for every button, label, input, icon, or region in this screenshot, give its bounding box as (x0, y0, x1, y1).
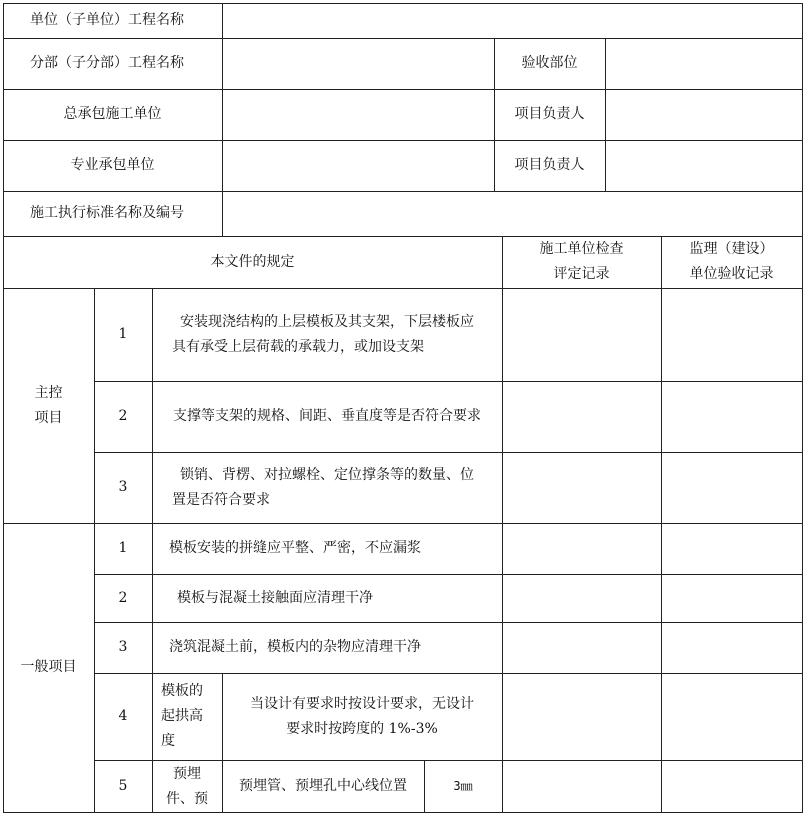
general-row-2-supervision-cell[interactable] (661, 574, 802, 622)
standard-label (3, 191, 222, 236)
general-row-4-label-line-2: 起拱高 (161, 708, 203, 724)
general-row-4-rule (222, 673, 502, 760)
accept-part-value[interactable] (605, 38, 802, 89)
project-leader-label-2-text: 项目负责人 (514, 157, 585, 173)
general-row-5-label (152, 760, 222, 812)
general-row-5-value (424, 760, 502, 812)
main-row-1-rule-line-1: 安装现浇结构的上层模板及其支架，下层楼板应 (180, 313, 474, 330)
general-row-2-number (94, 574, 152, 622)
general-row-3-rule (152, 622, 502, 673)
general-row-3-number (94, 622, 152, 673)
general-row-4-number (94, 673, 152, 760)
standard-label-text: 施工执行标准名称及编号 (30, 205, 184, 221)
general-row-2-rule (152, 574, 502, 622)
general-row-1-supervision-cell[interactable] (661, 523, 802, 574)
general-row-4-label-line-1: 模板的 (161, 683, 203, 699)
general-row-5-supervision-cell[interactable] (661, 760, 802, 812)
main-row-1-rule (152, 288, 502, 381)
general-contractor-label-text: 总承包施工单位 (63, 106, 162, 122)
standard-value[interactable] (222, 191, 802, 236)
unit-name-label-text: 单位（子单位）工程名称 (30, 12, 184, 28)
general-contractor-label (3, 89, 222, 140)
main-row-1-check-cell[interactable] (502, 288, 661, 381)
main-row-1-supervision-cell[interactable] (661, 288, 802, 381)
general-row-3-supervision-cell[interactable] (661, 622, 802, 673)
supervision-column-header (661, 236, 802, 288)
project-leader-value-1[interactable] (605, 89, 802, 140)
general-row-1-rule (152, 523, 502, 574)
general-row-4-label (152, 673, 222, 760)
general-row-4-label-line-3: 度 (161, 733, 175, 749)
project-leader-label-1-text: 项目负责人 (514, 106, 585, 122)
grid-line (3, 812, 803, 813)
main-items-group-line-1: 主控 (34, 384, 63, 401)
main-row-2-check-cell[interactable] (502, 381, 661, 452)
general-row-4-rule-line-1: 当设计有要求时按设计要求，无设计 (250, 695, 474, 712)
special-contractor-label-text: 专业承包单位 (70, 157, 155, 173)
main-row-1-number (94, 288, 152, 381)
general-row-5-rule-text: 预埋管、预埋孔中心线位置 (239, 777, 407, 794)
rules-column-header-text: 本文件的规定 (210, 253, 295, 270)
construction-check-header-line-2: 评定记录 (553, 266, 610, 282)
sub-part-name-label (3, 38, 222, 89)
main-row-2-rule-text: 支撑等支架的规格、间距、垂直度等是否符合要求 (173, 408, 481, 424)
general-items-group-text: 一般项目 (20, 659, 77, 675)
main-row-3-number (94, 452, 152, 523)
grid-line (802, 3, 803, 813)
general-row-5-number (94, 760, 152, 812)
general-row-1-rule-text: 模板安装的拼缝应平整、严密，不应漏浆 (169, 540, 421, 556)
main-row-3-check-cell[interactable] (502, 452, 661, 523)
project-leader-label-2 (494, 140, 605, 191)
main-row-3-supervision-cell[interactable] (661, 452, 802, 523)
general-row-5-check-cell[interactable] (502, 760, 661, 812)
construction-check-column-header (502, 236, 661, 288)
general-row-3-check-cell[interactable] (502, 622, 661, 673)
general-row-4-number-text: 4 (118, 708, 128, 724)
main-row-1-rule-line-2: 具有承受上层荷载的承载力，或加设支架 (172, 338, 424, 355)
main-row-2-number-text: 2 (118, 408, 128, 424)
main-row-3-rule-line-2: 置是否符合要求 (172, 491, 270, 508)
general-row-4-supervision-cell[interactable] (661, 673, 802, 760)
general-row-4-check-cell[interactable] (502, 673, 661, 760)
general-row-2-check-cell[interactable] (502, 574, 661, 622)
project-leader-value-2[interactable] (605, 140, 802, 191)
main-row-2-number (94, 381, 152, 452)
general-row-5-value-text: 3㎜ (453, 778, 473, 793)
general-row-1-check-cell[interactable] (502, 523, 661, 574)
general-row-2-number-text: 2 (118, 589, 128, 606)
general-row-3-rule-text: 浇筑混凝土前，模板内的杂物应清理干净 (169, 639, 421, 655)
accept-part-label-text: 验收部位 (521, 55, 578, 71)
main-row-2-rule (152, 381, 502, 452)
main-row-3-number-text: 3 (118, 479, 128, 495)
general-row-2-rule-text: 模板与混凝土接触面应清理干净 (177, 589, 373, 606)
supervision-header-line-1: 监理（建设） (689, 241, 774, 257)
general-row-1-number-text: 1 (118, 540, 128, 556)
construction-check-header-line-1: 施工单位检查 (539, 241, 624, 257)
unit-name-label (3, 3, 222, 38)
rules-column-header (3, 236, 502, 288)
main-row-1-number-text: 1 (118, 326, 128, 342)
general-row-1-number (94, 523, 152, 574)
unit-name-value[interactable] (222, 3, 802, 38)
main-row-3-rule (152, 452, 502, 523)
general-row-3-number-text: 3 (118, 639, 128, 655)
general-items-group-label (3, 523, 94, 812)
general-row-5-label-line-2: 件、预 (166, 791, 208, 807)
project-leader-label-1 (494, 89, 605, 140)
general-contractor-value[interactable] (222, 89, 494, 140)
special-contractor-label (3, 140, 222, 191)
sub-part-name-value[interactable] (222, 38, 494, 89)
main-items-group-line-2: 项目 (34, 409, 63, 426)
main-items-group-label (3, 288, 94, 523)
special-contractor-value[interactable] (222, 140, 494, 191)
general-row-5-rule (222, 760, 424, 812)
general-row-5-label-line-1: 预埋 (173, 766, 201, 782)
main-row-2-supervision-cell[interactable] (661, 381, 802, 452)
general-row-4-rule-line-2: 要求时按跨度的 1%-3% (286, 720, 438, 737)
general-row-5-number-text: 5 (118, 777, 128, 794)
main-row-3-rule-line-1: 锁销、背楞、对拉螺栓、定位撑条等的数量、位 (180, 466, 474, 483)
sub-part-name-label-text: 分部（子分部）工程名称 (30, 55, 184, 71)
accept-part-label (494, 38, 605, 89)
supervision-header-line-2: 单位验收记录 (689, 266, 774, 282)
